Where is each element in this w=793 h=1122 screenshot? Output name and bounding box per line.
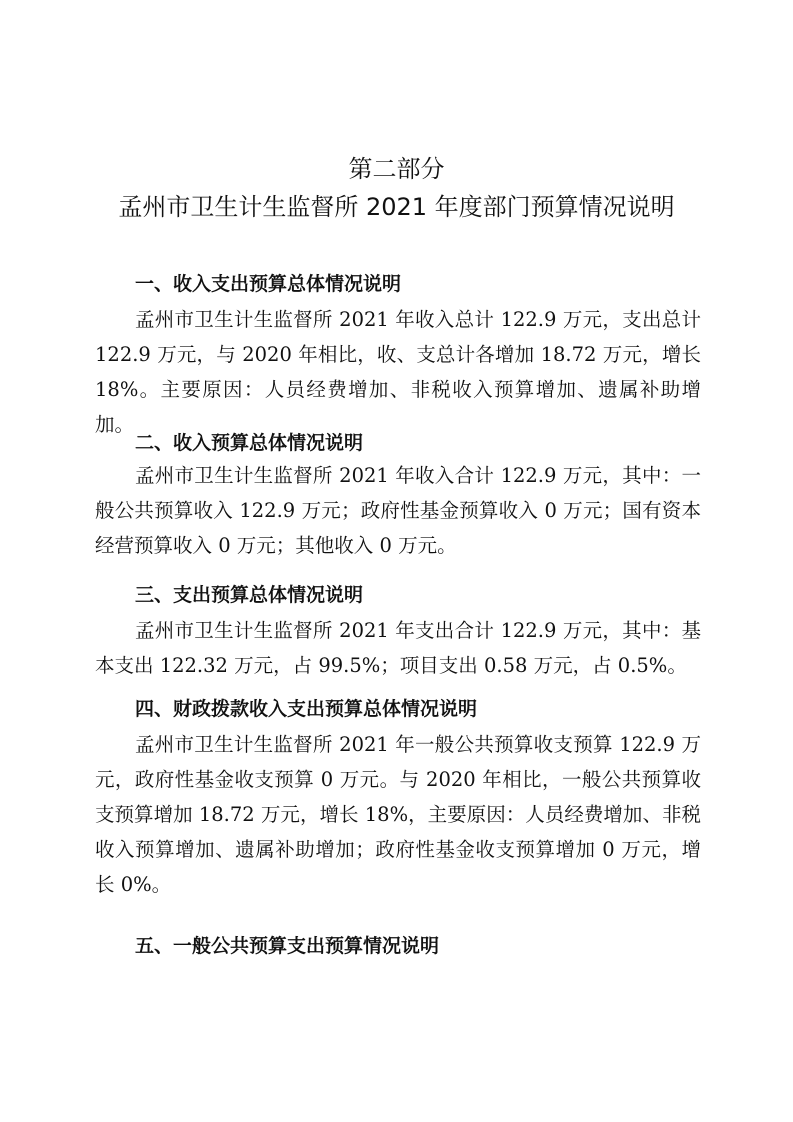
part-title: 第二部分 (348, 155, 445, 183)
section-heading-4: 四、财政拨款收入支出预算总体情况说明 (135, 698, 478, 720)
section-heading-5: 五、一般公共预算支出预算情况说明 (135, 935, 440, 957)
section-body-3: 孟州市卫生计生监督所 2021 年支出合计 122.9 万元，其中：基本支出 122.32 万元，占 99.5%；项目支出 0.58 万元，占 0.5%。 (95, 619, 701, 677)
section-heading-3: 三、支出预算总体情况说明 (135, 584, 364, 606)
section-heading-2: 二、收入预算总体情况说明 (135, 432, 364, 454)
section-heading-1: 一、收入支出预算总体情况说明 (135, 273, 402, 295)
section-body-2: 孟州市卫生计生监督所 2021 年收入合计 122.9 万元，其中：一般公共预算收入 122.9 万元；政府性基金预算收入 0 万元；国有资本经营预算收入 0 万元；其他收入 0 万元。 (95, 464, 701, 557)
document-title: 孟州市卫生计生监督所 2021 年度部门预算情况说明 (118, 193, 675, 221)
section-body-1: 孟州市卫生计生监督所 2021 年收入总计 122.9 万元，支出总计 122.9 万元，与 2020 年相比，收、支总计各增加 18.72 万元，增长 18%。主要原因：人员经费增加、非税收入预算增加、遗属补助增加。 (95, 308, 701, 436)
section-body-4: 孟州市卫生计生监督所 2021 年一般公共预算收支预算 122.9 万元，政府性基金收支预算 0 万元。与 2020 年相比，一般公共预算收支预算增加 18.72 万元，增长 18%，主要原因：人员经费增加、非税收入预算增加、遗属补助增加；政府性基金收支预算增加 0 万元，增长 0%。 (95, 733, 701, 896)
